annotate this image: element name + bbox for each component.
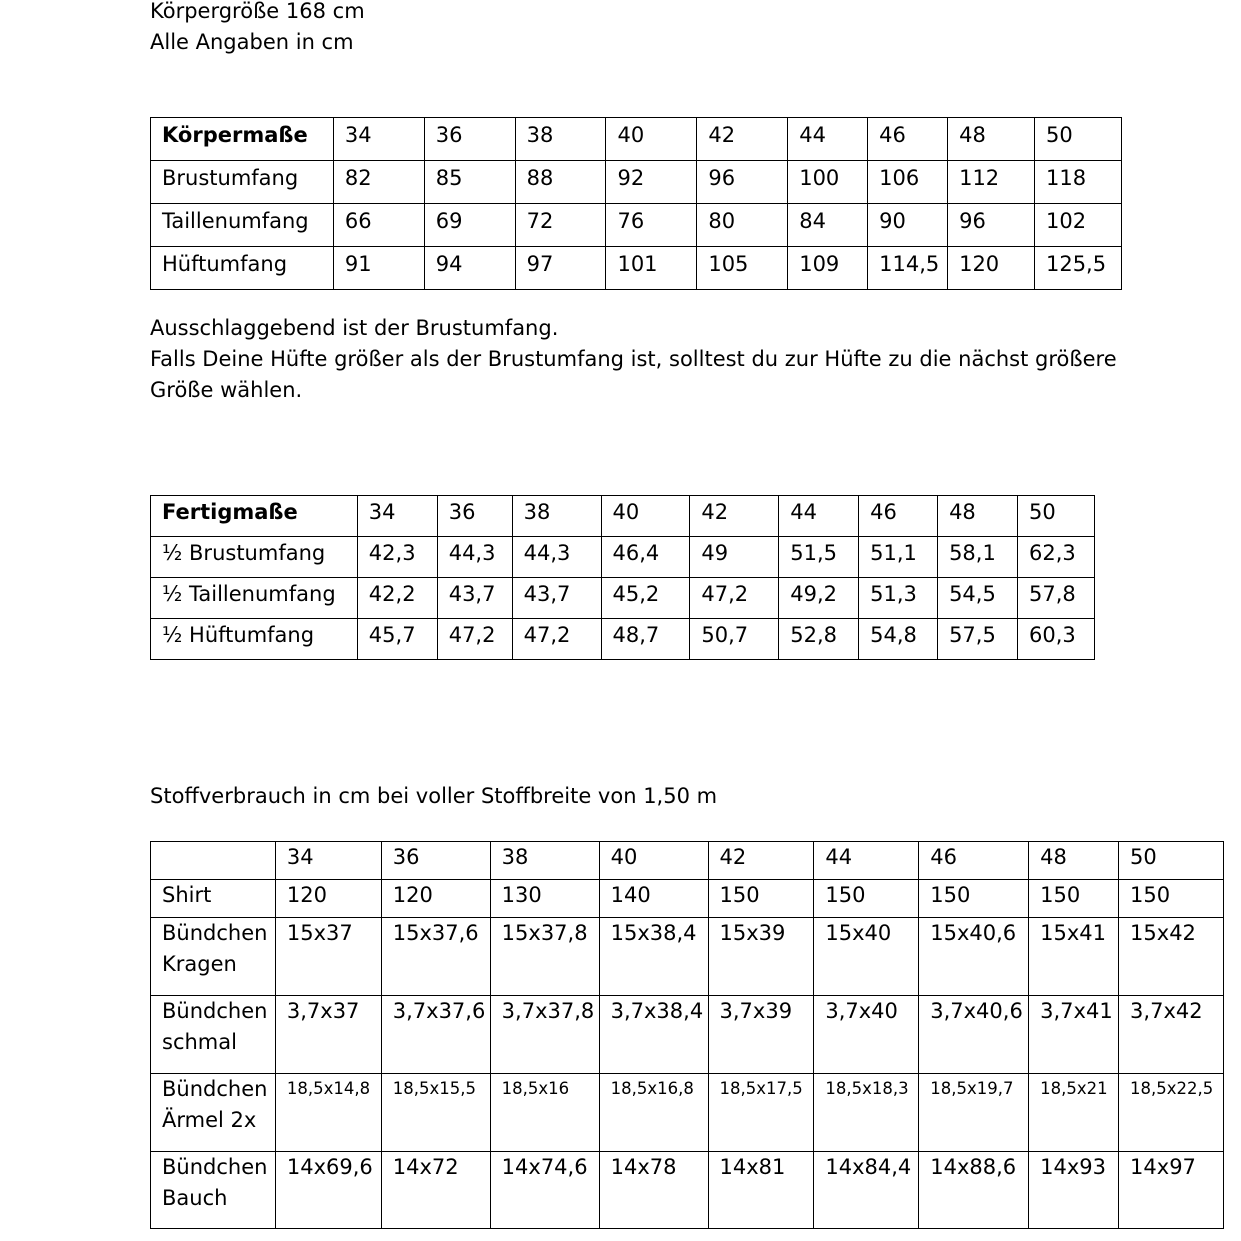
measurement-cell: 96 xyxy=(697,161,788,204)
fabric-cell: 15x37,8 xyxy=(490,918,599,996)
measurement-cell: 51,3 xyxy=(859,578,938,619)
measurement-cell: 84 xyxy=(788,204,868,247)
size-header-cell: 48 xyxy=(938,496,1018,537)
measurement-cell: 49,2 xyxy=(779,578,859,619)
measurement-cell: 50,7 xyxy=(690,619,779,660)
finished-measurements-header-label: Fertigmaße xyxy=(151,496,358,537)
table-row xyxy=(151,204,1122,247)
measurement-cell: 88 xyxy=(515,161,606,204)
fabric-cell: 3,7x39 xyxy=(708,996,814,1074)
size-header-cell: 36 xyxy=(381,842,490,880)
table-row xyxy=(151,996,1224,1074)
fabric-heading: Stoffverbrauch in cm bei voller Stoffbreite von 1,50 m xyxy=(150,784,718,808)
table-row xyxy=(151,619,1095,660)
fabric-cell: 3,7x41 xyxy=(1029,996,1119,1074)
fabric-cell: 140 xyxy=(599,880,708,918)
fabric-cell: 3,7x40 xyxy=(814,996,919,1074)
table-row xyxy=(151,537,1095,578)
measurement-cell: 48,7 xyxy=(601,619,690,660)
finished-measurements-header-row xyxy=(151,496,1095,537)
body-height-text: Körpergröße 168 cm xyxy=(150,0,365,23)
fabric-cell: 14x69,6 xyxy=(275,1152,381,1229)
row-label xyxy=(151,1074,276,1152)
table-row xyxy=(151,1152,1224,1229)
units-text: Alle Angaben in cm xyxy=(150,30,354,54)
row-label-line: schmal xyxy=(162,1030,237,1054)
fabric-cell: 150 xyxy=(708,880,814,918)
measurement-cell: 85 xyxy=(424,161,515,204)
fabric-cell: 15x41 xyxy=(1029,918,1119,996)
body-measurements-header-row xyxy=(151,118,1122,161)
size-header-cell: 44 xyxy=(814,842,919,880)
fabric-cell: 18,5x15,5 xyxy=(381,1074,490,1152)
size-header-cell: 38 xyxy=(490,842,599,880)
fabric-cell: 18,5x16,8 xyxy=(599,1074,708,1152)
fabric-cell: 14x72 xyxy=(381,1152,490,1229)
measurement-cell: 54,8 xyxy=(859,619,938,660)
size-header-cell: 50 xyxy=(1119,842,1224,880)
measurement-cell: 66 xyxy=(333,204,424,247)
fabric-consumption-body xyxy=(151,842,1224,1229)
table-row xyxy=(151,880,1224,918)
size-header-cell: 36 xyxy=(437,496,512,537)
size-header-cell: 42 xyxy=(697,118,788,161)
fabric-cell: 14x84,4 xyxy=(814,1152,919,1229)
row-label-line: Bündchen xyxy=(162,1077,268,1101)
fabric-cell: 130 xyxy=(490,880,599,918)
body-measurements-body xyxy=(151,118,1122,290)
fabric-cell: 18,5x14,8 xyxy=(275,1074,381,1152)
size-header-cell: 50 xyxy=(1017,496,1094,537)
row-label-line: Bündchen xyxy=(162,1155,268,1179)
row-label: Brustumfang xyxy=(151,161,334,204)
measurement-cell: 92 xyxy=(606,161,697,204)
size-header-cell: 38 xyxy=(512,496,601,537)
fabric-cell: 18,5x19,7 xyxy=(919,1074,1029,1152)
table-row xyxy=(151,1074,1224,1152)
finished-measurements-body xyxy=(151,496,1095,660)
measurement-cell: 91 xyxy=(333,247,424,290)
size-header-cell: 42 xyxy=(690,496,779,537)
measurement-cell: 42,2 xyxy=(357,578,437,619)
measurement-cell: 118 xyxy=(1034,161,1121,204)
size-header-cell: 48 xyxy=(1029,842,1119,880)
fabric-cell: 18,5x22,5 xyxy=(1119,1074,1224,1152)
finished-measurements-table xyxy=(150,495,1095,660)
size-header-cell: 48 xyxy=(948,118,1035,161)
measurement-cell: 43,7 xyxy=(437,578,512,619)
fabric-cell: 150 xyxy=(1029,880,1119,918)
measurement-cell: 114,5 xyxy=(868,247,948,290)
measurement-cell: 101 xyxy=(606,247,697,290)
measurement-cell: 62,3 xyxy=(1017,537,1094,578)
measurement-cell: 45,2 xyxy=(601,578,690,619)
measurement-cell: 52,8 xyxy=(779,619,859,660)
size-header-cell: 50 xyxy=(1034,118,1121,161)
fabric-cell: 18,5x21 xyxy=(1029,1074,1119,1152)
fabric-cell: 3,7x37 xyxy=(275,996,381,1074)
table-row xyxy=(151,247,1122,290)
row-label-line: Kragen xyxy=(162,952,237,976)
size-header-cell: 36 xyxy=(424,118,515,161)
size-header-cell: 38 xyxy=(515,118,606,161)
measurement-cell: 97 xyxy=(515,247,606,290)
measurement-cell: 57,8 xyxy=(1017,578,1094,619)
fabric-cell: 150 xyxy=(919,880,1029,918)
fabric-cell: 15x42 xyxy=(1119,918,1224,996)
row-label: Taillenumfang xyxy=(151,204,334,247)
measurement-cell: 120 xyxy=(948,247,1035,290)
table-row xyxy=(151,161,1122,204)
fabric-cell: 15x37 xyxy=(275,918,381,996)
row-label xyxy=(151,880,276,918)
measurement-cell: 94 xyxy=(424,247,515,290)
fabric-cell: 14x88,6 xyxy=(919,1152,1029,1229)
measurement-cell: 105 xyxy=(697,247,788,290)
row-label: Hüftumfang xyxy=(151,247,334,290)
fabric-cell: 3,7x37,8 xyxy=(490,996,599,1074)
measurement-cell: 90 xyxy=(868,204,948,247)
measurement-cell: 106 xyxy=(868,161,948,204)
row-label-line: Shirt xyxy=(162,883,212,907)
size-header-cell: 44 xyxy=(788,118,868,161)
fabric-cell: 18,5x16 xyxy=(490,1074,599,1152)
fabric-cell: 14x74,6 xyxy=(490,1152,599,1229)
size-header-cell: 34 xyxy=(275,842,381,880)
table-row xyxy=(151,918,1224,996)
measurement-cell: 47,2 xyxy=(437,619,512,660)
fabric-cell: 15x39 xyxy=(708,918,814,996)
measurement-cell: 125,5 xyxy=(1034,247,1121,290)
size-header-cell: 34 xyxy=(333,118,424,161)
fabric-cell: 120 xyxy=(381,880,490,918)
row-label: ½ Brustumfang xyxy=(151,537,358,578)
size-header-cell: 40 xyxy=(606,118,697,161)
row-label: ½ Hüftumfang xyxy=(151,619,358,660)
fabric-cell: 15x40,6 xyxy=(919,918,1029,996)
note-line-1: Ausschlaggebend ist der Brustumfang. xyxy=(150,316,559,340)
note-line-3: Größe wählen. xyxy=(150,378,303,402)
measurement-cell: 43,7 xyxy=(512,578,601,619)
fabric-cell: 15x40 xyxy=(814,918,919,996)
measurement-cell: 54,5 xyxy=(938,578,1018,619)
size-header-cell: 40 xyxy=(601,496,690,537)
fabric-cell: 3,7x37,6 xyxy=(381,996,490,1074)
table-row xyxy=(151,578,1095,619)
size-header-cell: 42 xyxy=(708,842,814,880)
fabric-cell: 14x81 xyxy=(708,1152,814,1229)
fabric-cell: 15x38,4 xyxy=(599,918,708,996)
row-label-line: Bauch xyxy=(162,1186,228,1210)
row-label xyxy=(151,918,276,996)
fabric-cell: 3,7x38,4 xyxy=(599,996,708,1074)
measurement-cell: 51,5 xyxy=(779,537,859,578)
measurement-cell: 60,3 xyxy=(1017,619,1094,660)
measurement-cell: 76 xyxy=(606,204,697,247)
measurement-cell: 46,4 xyxy=(601,537,690,578)
fabric-consumption-table xyxy=(150,841,1224,1229)
fabric-cell: 3,7x40,6 xyxy=(919,996,1029,1074)
measurement-cell: 42,3 xyxy=(357,537,437,578)
size-header-cell: 46 xyxy=(859,496,938,537)
size-header-cell: 40 xyxy=(599,842,708,880)
row-label xyxy=(151,1152,276,1229)
fabric-cell: 15x37,6 xyxy=(381,918,490,996)
measurement-cell: 44,3 xyxy=(437,537,512,578)
measurement-cell: 102 xyxy=(1034,204,1121,247)
row-label-line: Bündchen xyxy=(162,921,268,945)
body-measurements-header-label: Körpermaße xyxy=(151,118,334,161)
measurement-cell: 112 xyxy=(948,161,1035,204)
fabric-header-row xyxy=(151,842,1224,880)
measurement-cell: 51,1 xyxy=(859,537,938,578)
fabric-cell: 18,5x17,5 xyxy=(708,1074,814,1152)
measurement-cell: 57,5 xyxy=(938,619,1018,660)
fabric-cell: 14x97 xyxy=(1119,1152,1224,1229)
measurement-cell: 96 xyxy=(948,204,1035,247)
size-header-cell: 34 xyxy=(357,496,437,537)
measurement-cell: 45,7 xyxy=(357,619,437,660)
measurement-cell: 47,2 xyxy=(690,578,779,619)
body-measurements-table xyxy=(150,117,1122,290)
fabric-cell: 120 xyxy=(275,880,381,918)
fabric-cell: 14x78 xyxy=(599,1152,708,1229)
measurement-cell: 109 xyxy=(788,247,868,290)
note-line-2: Falls Deine Hüfte größer als der Brustumfang ist, solltest du zur Hüfte zu die nächst größere xyxy=(150,347,1117,371)
empty-corner-cell xyxy=(151,842,276,880)
measurement-cell: 49 xyxy=(690,537,779,578)
measurement-cell: 44,3 xyxy=(512,537,601,578)
fabric-cell: 150 xyxy=(1119,880,1224,918)
size-header-cell: 46 xyxy=(919,842,1029,880)
fabric-cell: 150 xyxy=(814,880,919,918)
row-label xyxy=(151,996,276,1074)
measurement-cell: 58,1 xyxy=(938,537,1018,578)
row-label: ½ Taillenumfang xyxy=(151,578,358,619)
measurement-cell: 47,2 xyxy=(512,619,601,660)
measurement-cell: 72 xyxy=(515,204,606,247)
size-header-cell: 46 xyxy=(868,118,948,161)
measurement-cell: 69 xyxy=(424,204,515,247)
measurement-cell: 82 xyxy=(333,161,424,204)
fabric-cell: 18,5x18,3 xyxy=(814,1074,919,1152)
fabric-cell: 3,7x42 xyxy=(1119,996,1224,1074)
row-label-line: Bündchen xyxy=(162,999,268,1023)
measurement-cell: 80 xyxy=(697,204,788,247)
row-label-line: Ärmel 2x xyxy=(162,1108,257,1132)
size-header-cell: 44 xyxy=(779,496,859,537)
fabric-cell: 14x93 xyxy=(1029,1152,1119,1229)
measurement-cell: 100 xyxy=(788,161,868,204)
